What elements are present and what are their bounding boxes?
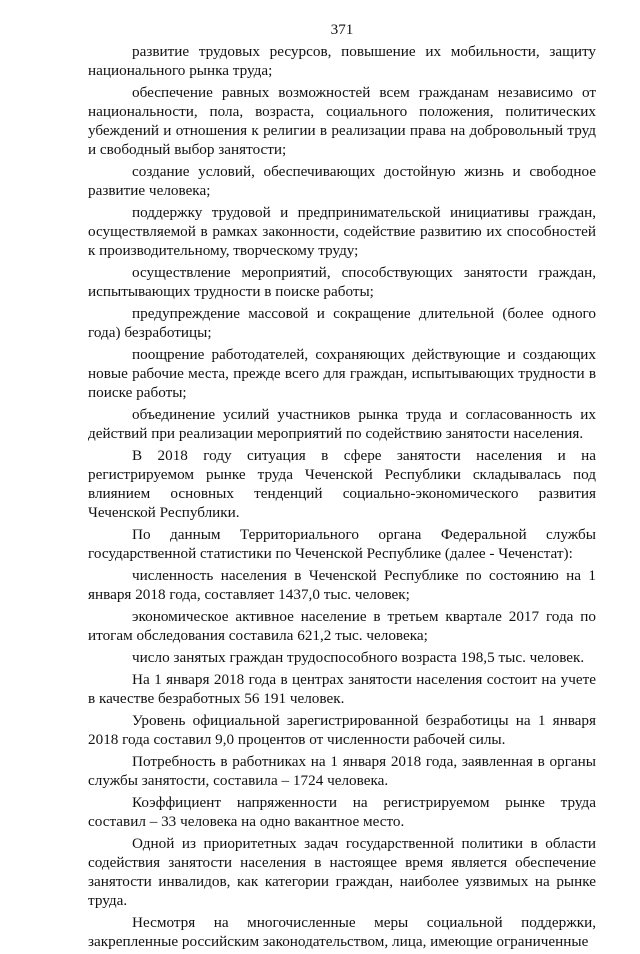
paragraph-labor-resources: развитие трудовых ресурсов, повышение их мобильности, защиту национального рынка труда; bbox=[88, 43, 596, 79]
paragraph-employer-incentives: поощрение работодателей, сохраняющих действующие и создающих новые рабочие места, прежде всего для граждан, испытывающих трудности в поиске работы; bbox=[88, 346, 596, 401]
document-page bbox=[88, 20, 596, 954]
paragraph-employment-measures: осуществление мероприятий, способствующих занятости граждан, испытывающих трудности в поиске работы; bbox=[88, 264, 596, 300]
paragraph-living-conditions: создание условий, обеспечивающих достойную жизнь и свободное развитие человека; bbox=[88, 163, 596, 199]
paragraph-worker-demand: Потребность в работниках на 1 января 2018 года, заявленная в органы службы занятости, составила – 1724 человека. bbox=[88, 753, 596, 789]
paragraph-unemployment-rate: Уровень официальной зарегистрированной безработицы на 1 января 2018 года составил 9,0 процентов от численности рабочей силы. bbox=[88, 712, 596, 748]
paragraph-active-population: экономическое активное население в третьем квартале 2017 года по итогам обследования составила 621,2 тыс. человека; bbox=[88, 608, 596, 644]
paragraph-social-support: Несмотря на многочисленные меры социальной поддержки, закрепленные российским законодательством, лица, имеющие ограниченные bbox=[88, 914, 596, 950]
paragraph-equal-opportunities: обеспечение равных возможностей всем гражданам независимо от национальности, пола, возраста, социального положения, политических убеждений и отношения к религии в реализации права на добровольный труд и свободный выбор занятости; bbox=[88, 84, 596, 158]
paragraph-population: численность населения в Чеченской Республике по состоянию на 1 января 2018 года, составляет 1437,0 тыс. человек; bbox=[88, 567, 596, 603]
paragraph-statistics-source: По данным Территориального органа Федеральной службы государственной статистики по Чеченской Республике (далее - Чеченстат): bbox=[88, 526, 596, 562]
paragraph-market-coordination: объединение усилий участников рынка труда и согласованность их действий при реализации мероприятий по содействию занятости населения. bbox=[88, 406, 596, 442]
paragraph-labor-initiative: поддержку трудовой и предпринимательской инициативы граждан, осуществляемой в рамках законности, содействие развитию их способностей к производительному, творческому труду; bbox=[88, 204, 596, 259]
paragraph-unemployment-prevention: предупреждение массовой и сокращение длительной (более одного года) безработицы; bbox=[88, 305, 596, 341]
page-number: 371 bbox=[330, 21, 354, 38]
paragraph-employed-citizens: число занятых граждан трудоспособного возраста 198,5 тыс. человек. bbox=[132, 649, 585, 666]
paragraph-disabled-employment: Одной из приоритетных задач государственной политики в области содействия занятости населения в настоящее время является обеспечение занятости инвалидов, как категории граждан, наиболее уязвимых на рынке труда. bbox=[88, 835, 596, 909]
paragraph-2018-situation: В 2018 году ситуация в сфере занятости населения и на регистрируемом рынке труда Чеченской Республики складывалась под влиянием основных тенденций социально-экономического развития Чеченской Республики. bbox=[88, 447, 596, 521]
paragraph-registered-unemployed: На 1 января 2018 года в центрах занятости населения состоит на учете в качестве безработных 56 191 человек. bbox=[88, 671, 596, 707]
paragraph-tension-coefficient: Коэффициент напряженности на регистрируемом рынке труда составил – 33 человека на одно вакантное место. bbox=[88, 794, 596, 830]
